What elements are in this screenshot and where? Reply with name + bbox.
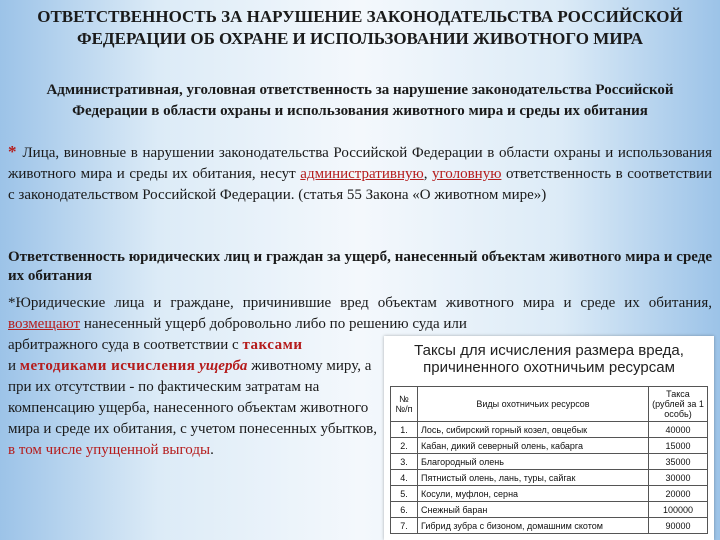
table-row: 1. Лось, сибирский горный козел, овцебык 40000: [391, 422, 708, 438]
term-criminal: уголовную: [432, 166, 502, 182]
rates-table: [390, 386, 708, 534]
section-heading-damage: Ответственность юридических лиц и граждан за ущерб, нанесенный объектам животного мира и среде их обитания: [8, 249, 712, 284]
bullet-icon: *: [8, 295, 16, 311]
table-row: 5. Косули, муфлон, серна 20000: [391, 486, 708, 502]
term-administrative: административную: [300, 166, 424, 182]
term-rates: таксами: [242, 337, 303, 353]
page-title: ОТВЕТСТВЕННОСТЬ ЗА НАРУШЕНИЕ ЗАКОНОДАТЕЛЬСТВА РОССИЙСКОЙ ФЕДЕРАЦИИ ОБ ОХРАНЕ И ИСПОЛЬЗОВАНИИ ЖИВОТНОГО МИРА: [37, 7, 683, 48]
table-row: 2. Кабан, дикий северный олень, кабарга 15000: [391, 438, 708, 454]
header-species: Виды охотничьих ресурсов: [418, 387, 649, 422]
header-number: №№/п: [391, 387, 418, 422]
term-methods: методиками исчисления: [19, 358, 196, 374]
table-row: 3. Благородный олень 35000: [391, 454, 708, 470]
paragraph-damage-continued: арбитражного суда в соответствии с таксами и методиками исчисления ущерба животному миру, а при их отсутствии - по фактическим затратам на компенсацию ущерба, нанесенного объектам животного мира и среде их обитания, с учетом понесенных убытков, в том числе упущенной выгоды.: [8, 337, 377, 458]
paragraph-damage: *Юридические лица и граждане, причинившие вред объектам животного мира и среде их обитания, возмещают нанесенный ущерб добровольно либо по решению суда или: [8, 295, 712, 332]
term-lost-profit: в том числе упущенной выгоды: [8, 442, 211, 458]
term-damage: ущерба: [199, 358, 248, 374]
table-row: 6. Снежный баран 100000: [391, 502, 708, 518]
bullet-icon: *: [8, 142, 17, 161]
table-row: 7. Гибрид зубра с бизоном, домашним скотом 90000: [391, 518, 708, 534]
table-row: 4. Пятнистый олень, лань, туры, сайгак 30000: [391, 470, 708, 486]
rates-table-title: Таксы для исчисления размера вреда, причиненного охотничьим ресурсам: [414, 342, 684, 376]
rates-table-panel: [384, 336, 714, 540]
term-reimburse: возмещают: [8, 316, 81, 332]
header-rate: Такса (рублей за 1 особь): [649, 387, 708, 422]
paragraph-liability: * Лица, виновные в нарушении законодательства Российской Федерации в области охраны и использования животного мира и среды их обитания, несут административную, уголовную ответственность в соответствии с законодательством Российской Федерации. (статья 55 Закона «О животном мире»): [8, 142, 713, 203]
table-header-row: [391, 387, 708, 422]
section-subtitle: Административная, уголовная ответственность за нарушение законодательства Российской Федерации в области охраны и использования животного мира и среды их обитания: [46, 82, 674, 119]
